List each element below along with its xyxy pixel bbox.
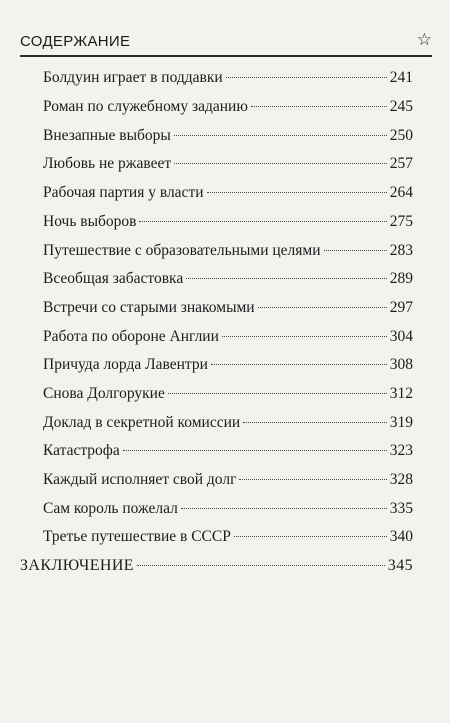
toc-entry-title: Сам король пожелал <box>43 500 178 517</box>
toc-entry <box>43 241 413 261</box>
toc-entry-title: Третье путешествие в СССР <box>43 528 231 545</box>
toc-entry-title: Любовь не ржавеет <box>43 155 172 172</box>
toc-entry-page: 328 <box>389 471 413 488</box>
dot-leader <box>181 508 387 509</box>
toc-conclusion <box>20 556 413 576</box>
dot-leader <box>139 221 386 222</box>
toc-entry-page: 241 <box>389 69 413 86</box>
dot-leader <box>186 278 387 279</box>
toc-entry <box>43 355 413 375</box>
dot-leader <box>234 536 387 537</box>
star-icon: ☆ <box>416 30 432 50</box>
dot-leader <box>168 393 387 394</box>
toc-entry-page: 297 <box>389 299 413 316</box>
page-title: СОДЕРЖАНИЕ <box>20 33 131 50</box>
dot-leader <box>174 163 387 164</box>
toc-entry-title: Внезапные выборы <box>43 127 171 144</box>
toc-entry-page: 323 <box>389 442 413 459</box>
toc-entry <box>43 298 413 318</box>
toc-entry <box>43 68 413 88</box>
toc-entry-page: 283 <box>389 242 413 259</box>
dot-leader <box>222 336 387 337</box>
toc-entry-title: Встречи со старыми знакомыми <box>43 299 255 316</box>
toc-entry-title: Рабочая партия у власти <box>43 184 204 201</box>
toc-entry-page: 245 <box>389 98 413 115</box>
dot-leader <box>123 450 387 451</box>
header-divider <box>20 55 432 57</box>
toc-entry-title: Каждый исполняет свой долг <box>43 471 237 488</box>
toc-entry <box>43 470 413 490</box>
toc-entry <box>43 327 413 347</box>
dot-leader <box>226 77 387 78</box>
toc-entry-title: Всеобщая забастовка <box>43 270 184 287</box>
toc-entry <box>43 212 413 232</box>
toc-entry-title: Работа по обороне Англии <box>43 328 219 345</box>
toc-entry <box>43 499 413 519</box>
toc-entry <box>43 413 413 433</box>
toc-entry-page: 340 <box>389 528 413 545</box>
page-header <box>20 30 432 57</box>
toc-entry-page: 304 <box>389 328 413 345</box>
toc-entry-page: 289 <box>389 270 413 287</box>
toc-entry-title: Катастрофа <box>43 442 120 459</box>
toc-entry-title: Путешествие с образовательными целями <box>43 242 321 259</box>
toc-entry-title: Снова Долгорукие <box>43 385 165 402</box>
toc-entry-page: 335 <box>389 500 413 517</box>
dot-leader <box>207 192 387 193</box>
toc-entry-page: 264 <box>389 184 413 201</box>
toc-conclusion-page: 345 <box>387 557 413 574</box>
toc-entry-title: Роман по служебному заданию <box>43 98 248 115</box>
toc-entry <box>43 527 413 547</box>
toc-entry <box>43 269 413 289</box>
toc-entry <box>43 126 413 146</box>
toc-entry-page: 319 <box>389 414 413 431</box>
toc-entry-page: 308 <box>389 356 413 373</box>
dot-leader <box>251 106 387 107</box>
dot-leader <box>174 135 387 136</box>
toc-conclusion-title: ЗАКЛЮЧЕНИЕ <box>20 557 134 574</box>
toc-entry-title: Доклад в секретной комиссии <box>43 414 241 431</box>
toc-entry <box>43 97 413 117</box>
toc-entry-page: 312 <box>389 385 413 402</box>
toc-entry-page: 250 <box>389 127 413 144</box>
dot-leader <box>137 565 385 566</box>
toc-entry-title: Ночь выборов <box>43 213 137 230</box>
toc-entry <box>43 384 413 404</box>
dot-leader <box>243 422 387 423</box>
toc-entry-title: Болдуин играет в поддавки <box>43 69 223 86</box>
toc-entry <box>43 154 413 174</box>
toc-entry-page: 257 <box>389 155 413 172</box>
toc-entry <box>43 441 413 461</box>
dot-leader <box>239 479 386 480</box>
toc-entry-page: 275 <box>389 213 413 230</box>
dot-leader <box>324 250 387 251</box>
dot-leader <box>258 307 387 308</box>
toc-entry-title: Причуда лорда Лавентри <box>43 356 208 373</box>
dot-leader <box>211 364 387 365</box>
toc-entry <box>43 183 413 203</box>
